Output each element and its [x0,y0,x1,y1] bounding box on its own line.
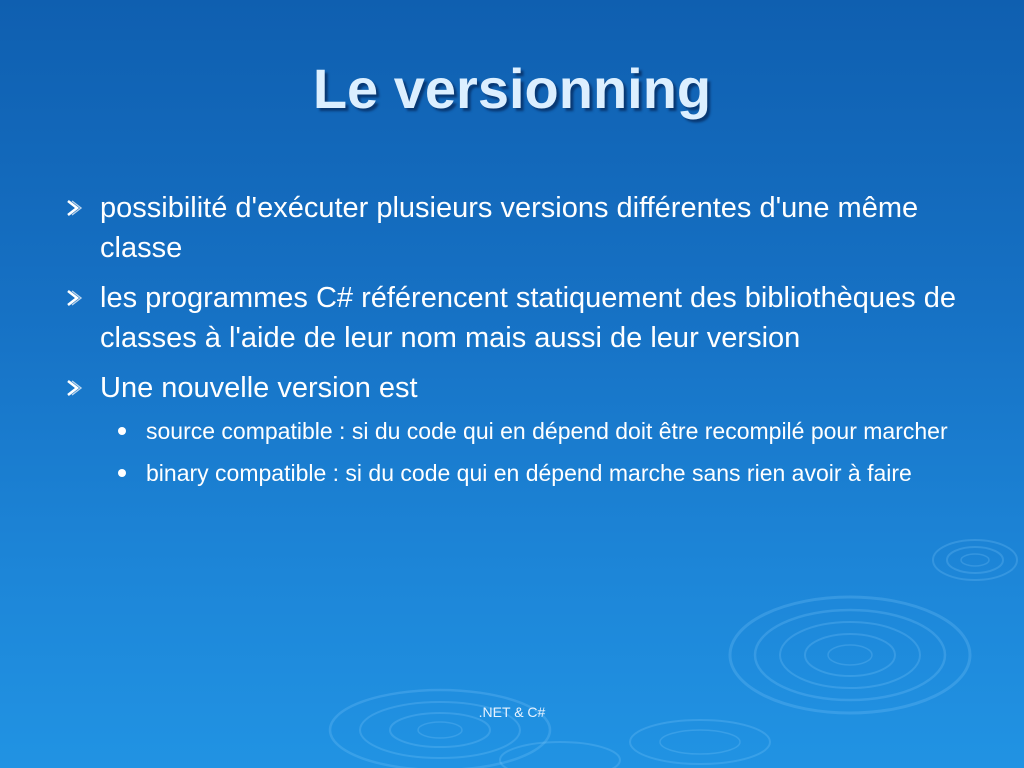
sub-bullet-text: binary compatible : si du code qui en dépend marche sans rien avoir à faire [146,460,912,486]
slide-title: Le versionning [312,57,712,120]
arrow-bullet-icon [62,278,88,318]
bullet-text: Une nouvelle version est [100,372,418,404]
sub-bullet-text: source compatible : si du code qui en dépend doit être recompilé pour marcher [146,418,948,444]
slide-content [62,188,972,498]
sub-bullet-list [62,414,972,490]
dot-bullet-icon [118,427,126,435]
bullet-item [62,278,972,358]
dot-bullet-icon [118,469,126,477]
sub-bullet-item [116,414,972,448]
arrow-bullet-icon [62,368,88,408]
arrow-bullet-icon [62,188,88,228]
bullet-item [62,368,972,408]
bullet-text: les programmes C# référencent statiquement des bibliothèques de classes à l'aide de leur nom mais aussi de leur version [100,282,956,354]
slide-footer: .NET & C# [478,704,546,720]
bullet-text: possibilité d'exécuter plusieurs versions différentes d'une même classe [100,192,919,264]
bullet-item [62,188,972,268]
sub-bullet-item [116,456,972,490]
